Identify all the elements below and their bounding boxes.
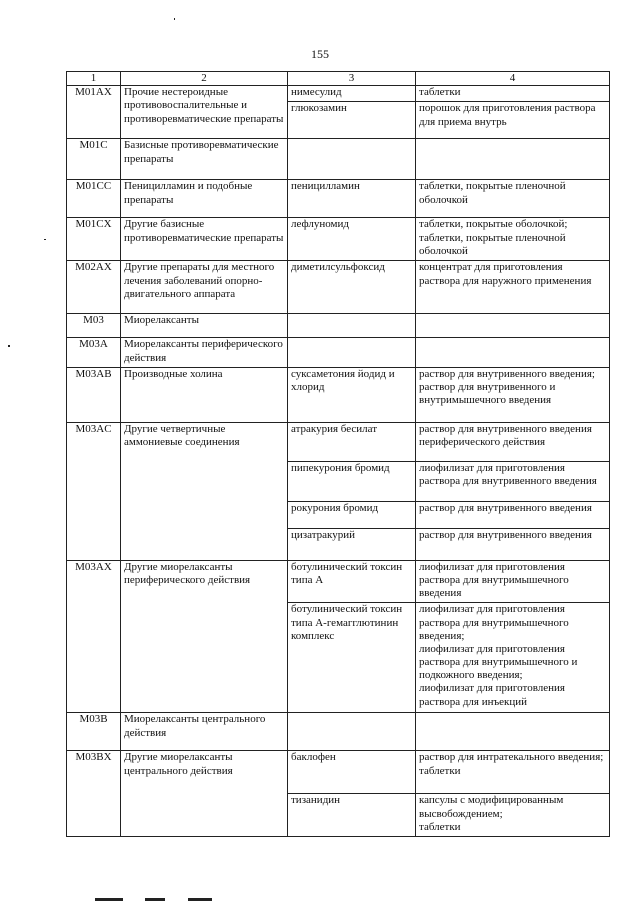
table-row xyxy=(67,139,610,180)
atc-code-cell: M03AB xyxy=(67,367,121,422)
drug-name-cell: диметилсульфоксид xyxy=(288,261,416,314)
scan-mark xyxy=(174,18,175,20)
drug-name-cell xyxy=(288,139,416,180)
dosage-form-cell: раствор для внутривенного введения; раствор для внутривенного и внутримышечного введения xyxy=(416,367,610,422)
header-cell: 3 xyxy=(288,72,416,86)
dosage-form-cell: концентрат для приготовления раствора для наружного применения xyxy=(416,261,610,314)
dosage-form-cell: таблетки, покрытые пленочной оболочкой xyxy=(416,180,610,218)
dosage-form-cell xyxy=(416,139,610,180)
drug-name-cell xyxy=(288,338,416,367)
dosage-form-cell xyxy=(416,314,610,338)
drug-table xyxy=(66,71,610,837)
drug-name-cell xyxy=(288,314,416,338)
table-row xyxy=(67,314,610,338)
dosage-form-cell: лиофилизат для приготовления раствора для внутримышечного введения; лиофилизат для приготовления раствора для внутримышечного и подкожного введения; лиофилизат для приготовления раствора для инъекций xyxy=(416,603,610,713)
group-name-cell: Миорелаксанты центрального действия xyxy=(121,713,288,751)
table-row xyxy=(67,422,610,461)
group-name-cell: Другие препараты для местного лечения заболеваний опорно-двигательного аппарата xyxy=(121,261,288,314)
table-row xyxy=(67,367,610,422)
dosage-form-cell: порошок для приготовления раствора для приема внутрь xyxy=(416,102,610,139)
dosage-form-cell: раствор для внутривенного введения xyxy=(416,528,610,560)
drug-name-cell: глюкозамин xyxy=(288,102,416,139)
drug-name-cell: суксаметония йодид и хлорид xyxy=(288,367,416,422)
group-name-cell: Другие миорелаксанты периферического действия xyxy=(121,560,288,713)
table-row xyxy=(67,338,610,367)
drug-name-cell: нимесулид xyxy=(288,86,416,102)
atc-code-cell: M03AC xyxy=(67,422,121,560)
drug-name-cell: ботулинический токсин типа А-гемагглютинин комплекс xyxy=(288,603,416,713)
drug-name-cell: баклофен xyxy=(288,751,416,794)
page-number: 155 xyxy=(311,47,329,61)
group-name-cell: Миорелаксанты периферического действия xyxy=(121,338,288,367)
dosage-form-cell: лиофилизат для приготовления раствора для внутримышечного введения xyxy=(416,560,610,603)
atc-code-cell: M03AX xyxy=(67,560,121,713)
table-row xyxy=(67,218,610,261)
group-name-cell: Другие базисные противоревматические препараты xyxy=(121,218,288,261)
drug-name-cell: пеницилламин xyxy=(288,180,416,218)
dosage-form-cell: капсулы с модифицированным высвобождением; таблетки xyxy=(416,794,610,837)
drug-name-cell: тизанидин xyxy=(288,794,416,837)
group-name-cell: Другие миорелаксанты центрального действия xyxy=(121,751,288,837)
atc-code-cell: M01AX xyxy=(67,86,121,139)
atc-code-cell: M03 xyxy=(67,314,121,338)
drug-name-cell: атракурия бесилат xyxy=(288,422,416,461)
scan-mark xyxy=(8,345,10,347)
scan-mark xyxy=(188,898,212,901)
table-row xyxy=(67,261,610,314)
table-header-row xyxy=(67,72,610,86)
table-row xyxy=(67,713,610,751)
table-row xyxy=(67,560,610,603)
group-name-cell: Другие четвертичные аммониевые соединения xyxy=(121,422,288,560)
drug-name-cell: цизатракурий xyxy=(288,528,416,560)
atc-code-cell: M03A xyxy=(67,338,121,367)
group-name-cell: Базисные противоревматические препараты xyxy=(121,139,288,180)
table-row xyxy=(67,751,610,794)
dosage-form-cell: таблетки, покрытые оболочкой; таблетки, покрытые пленочной оболочкой xyxy=(416,218,610,261)
table-row xyxy=(67,86,610,102)
drug-name-cell: пипекурония бромид xyxy=(288,461,416,501)
atc-code-cell: M02AX xyxy=(67,261,121,314)
atc-code-cell: M03BX xyxy=(67,751,121,837)
dosage-form-cell: лиофилизат для приготовления раствора для внутривенного введения xyxy=(416,461,610,501)
dosage-form-cell: таблетки xyxy=(416,86,610,102)
dosage-form-cell: раствор для внутривенного введения xyxy=(416,501,610,528)
drug-name-cell xyxy=(288,713,416,751)
group-name-cell: Прочие нестероидные противовоспалительные и противоревматические препараты xyxy=(121,86,288,139)
header-cell: 1 xyxy=(67,72,121,86)
atc-code-cell: M01CX xyxy=(67,218,121,261)
header-cell: 2 xyxy=(121,72,288,86)
scan-mark xyxy=(145,898,165,901)
header-cell: 4 xyxy=(416,72,610,86)
group-name-cell: Пеницилламин и подобные препараты xyxy=(121,180,288,218)
dosage-form-cell: раствор для внутривенного введения периферического действия xyxy=(416,422,610,461)
drug-name-cell: лефлуномид xyxy=(288,218,416,261)
dosage-form-cell: раствор для интратекального введения; таблетки xyxy=(416,751,610,794)
group-name-cell: Производные холина xyxy=(121,367,288,422)
atc-code-cell: M03B xyxy=(67,713,121,751)
scan-mark xyxy=(44,239,46,240)
atc-code-cell: M01C xyxy=(67,139,121,180)
table-body xyxy=(67,86,610,837)
group-name-cell: Миорелаксанты xyxy=(121,314,288,338)
drug-name-cell: рокурония бромид xyxy=(288,501,416,528)
atc-code-cell: M01CC xyxy=(67,180,121,218)
drug-name-cell: ботулинический токсин типа А xyxy=(288,560,416,603)
table-row xyxy=(67,180,610,218)
dosage-form-cell xyxy=(416,713,610,751)
dosage-form-cell xyxy=(416,338,610,367)
scan-mark xyxy=(95,898,123,901)
